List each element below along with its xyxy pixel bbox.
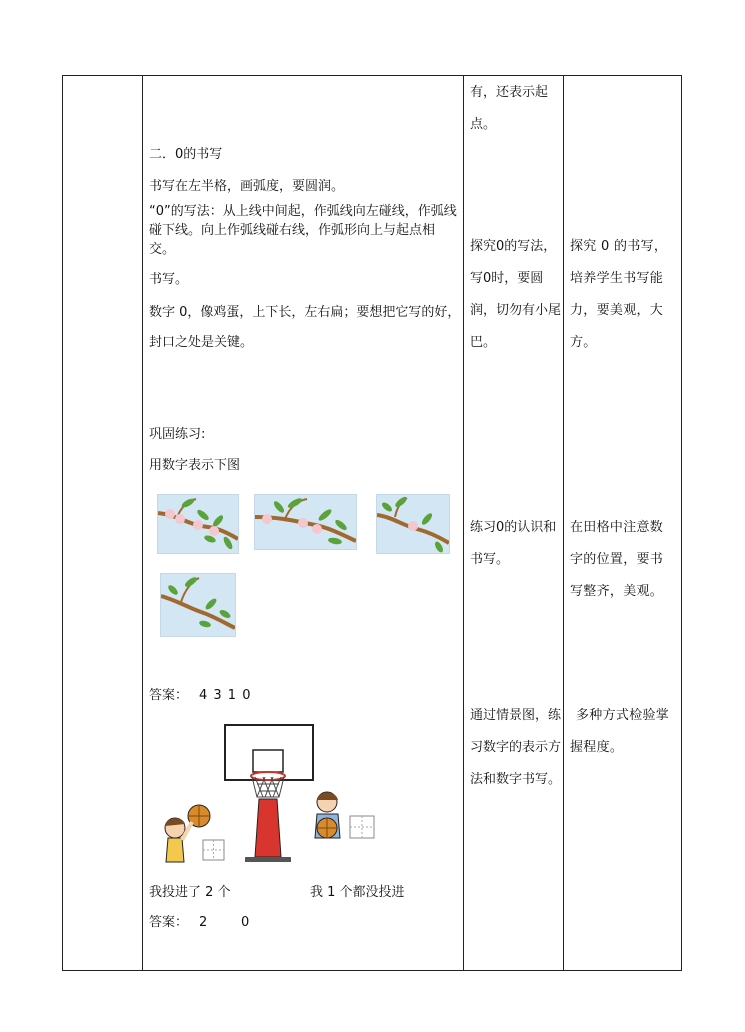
practice-prompt: 用数字表示下图 — [149, 458, 241, 473]
col3-continued-note: 有，还表示起点。 — [470, 85, 549, 132]
writing-label: 书写。 — [149, 272, 189, 287]
answer-1-label: 答案： — [149, 688, 189, 703]
branch-picture-3 — [376, 494, 450, 554]
branch-illustration — [377, 495, 449, 553]
answer-2-label: 答案： — [149, 915, 189, 930]
column-divider-1 — [142, 75, 143, 971]
kid-right — [315, 792, 340, 838]
branch-picture-2 — [254, 494, 357, 550]
col3-practice-note: 练习0的认识和书写。 — [470, 520, 557, 567]
col4-explore-goal: 探究 0 的书写，培养学生书写能力，要美观，大方。 — [570, 239, 668, 350]
writing-method: “0”的写法：从上线中间起，作弧线向左碰线，作弧线碰下线。向上作弧线碰右线，作弧形向上与起点相交。 — [149, 204, 457, 257]
answer-2-b: 0 — [241, 915, 250, 930]
col3-scene-note: 通过情景图，练习数字的表示方法和数字书写。 — [470, 708, 562, 787]
answer-2-a: 2 — [199, 915, 208, 930]
column-divider-3 — [563, 75, 564, 971]
col3-explore-note: 探究0的写法，写0时，要圆润，切勿有小尾巴。 — [470, 239, 562, 350]
table-right-border — [681, 75, 682, 971]
section-title: 二．0的书写 — [149, 147, 223, 162]
col4-check-goal: 多种方式检验掌握程度。 — [570, 708, 670, 755]
branch-illustration — [255, 495, 356, 549]
answer-grid-left — [203, 840, 224, 860]
writing-rule: 书写在左半格，画弧度，要圆润。 — [149, 179, 345, 194]
table-bottom-border — [62, 970, 682, 971]
hoop-base — [245, 857, 291, 862]
caption-left: 我投进了 2 个 — [149, 885, 231, 900]
answer-grid-right — [350, 816, 374, 838]
branch-illustration — [161, 574, 235, 636]
caption-right: 我 1 个都没投进 — [310, 885, 405, 900]
hoop-pole — [255, 799, 281, 857]
answer-1-values: 4 3 1 0 — [199, 688, 252, 703]
basketball-scene — [160, 722, 380, 867]
branch-picture-1 — [157, 494, 239, 554]
branch-picture-4 — [160, 573, 236, 637]
zero-rhyme: 数字 0，像鸡蛋，上下长，左右扁；要想把它写的好，封口之处是关键。 — [149, 305, 461, 350]
table-left-border — [62, 75, 63, 971]
practice-title: 巩固练习: — [149, 427, 206, 442]
table-top-border — [62, 75, 682, 76]
col4-grid-goal: 在田格中注意数字的位置，要书写整齐，美观。 — [570, 520, 664, 599]
column-divider-2 — [463, 75, 464, 971]
branch-illustration — [158, 495, 238, 553]
